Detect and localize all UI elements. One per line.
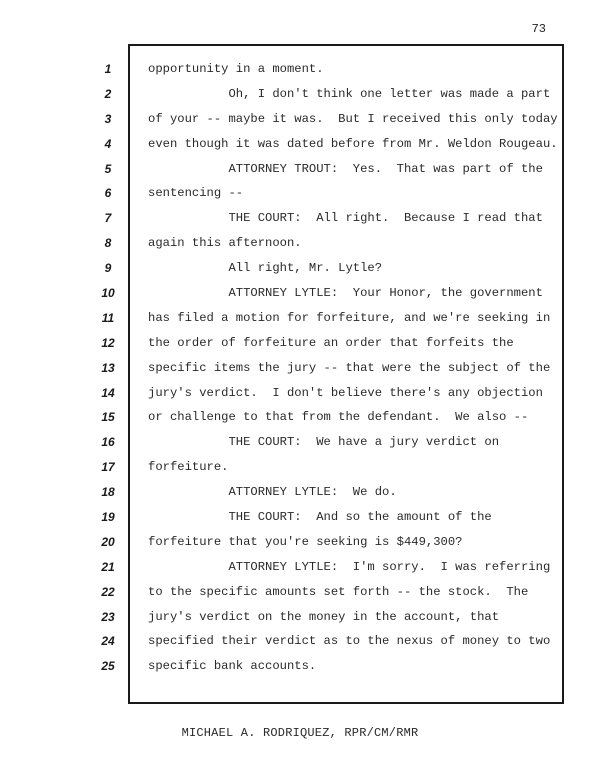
line-number: 11 — [101, 310, 115, 325]
line-number: 17 — [101, 460, 115, 475]
transcript-line — [0, 606, 600, 631]
transcript-line — [0, 531, 600, 556]
line-text: specified their verdict as to the nexus of money to two — [148, 634, 551, 649]
line-text: ATTORNEY LYTLE: I'm sorry. I was referring — [148, 559, 551, 574]
line-text: Oh, I don't think one letter was made a part — [148, 86, 551, 101]
line-number: 21 — [101, 559, 115, 574]
transcript-line — [0, 182, 600, 207]
line-number: 12 — [101, 335, 115, 350]
transcript-line — [0, 382, 600, 407]
line-text: jury's verdict. I don't believe there's any objection — [148, 385, 543, 400]
transcript-line — [0, 481, 600, 506]
transcript-line — [0, 332, 600, 357]
transcript-line — [0, 630, 600, 655]
transcript-line — [0, 431, 600, 456]
line-number: 3 — [104, 111, 112, 126]
transcript-line — [0, 406, 600, 431]
transcript-line — [0, 357, 600, 382]
line-text: sentencing -- — [148, 186, 244, 201]
line-number: 6 — [104, 186, 112, 201]
line-number: 22 — [101, 584, 115, 599]
transcript-line — [0, 257, 600, 282]
line-number: 2 — [104, 86, 112, 101]
transcript-line — [0, 133, 600, 158]
transcript-line — [0, 158, 600, 183]
line-text: ATTORNEY TROUT: Yes. That was part of the — [148, 161, 543, 176]
line-text: THE COURT: We have a jury verdict on — [148, 435, 500, 450]
line-number: 24 — [101, 634, 115, 649]
line-text: the order of forfeiture an order that forfeits the — [148, 335, 514, 350]
line-number: 19 — [101, 510, 115, 525]
line-text: specific bank accounts. — [148, 659, 317, 674]
transcript-line — [0, 108, 600, 133]
line-number: 16 — [101, 435, 115, 450]
line-number: 4 — [104, 136, 112, 151]
line-number: 14 — [101, 385, 115, 400]
transcript-line — [0, 456, 600, 481]
line-number: 1 — [104, 62, 112, 76]
line-text: to the specific amounts set forth -- the stock. The — [148, 584, 529, 599]
line-text: THE COURT: And so the amount of the — [148, 510, 492, 525]
line-number: 15 — [101, 410, 115, 425]
line-text: specific items the jury -- that were the subject of the — [148, 360, 551, 375]
transcript-line — [0, 655, 600, 680]
line-number: 10 — [101, 286, 115, 301]
line-number: 18 — [101, 485, 115, 500]
line-text: ATTORNEY LYTLE: Your Honor, the government — [148, 286, 543, 301]
transcript-line — [0, 207, 600, 232]
line-number: 7 — [104, 211, 112, 226]
transcript-line — [0, 307, 600, 332]
reporter-footer: MICHAEL A. RODRIQUEZ, RPR/CM/RMR — [181, 726, 419, 740]
line-number: 5 — [104, 161, 112, 176]
line-number: 13 — [101, 360, 115, 375]
line-text: again this afternoon. — [148, 236, 302, 251]
line-text: ATTORNEY LYTLE: We do. — [148, 485, 397, 500]
transcript-line — [0, 232, 600, 257]
line-text: of your -- maybe it was. But I received this only today — [148, 111, 558, 126]
line-text: forfeiture that you're seeking is $449,300? — [148, 534, 463, 549]
line-text: even though it was dated before from Mr. Weldon Rougeau. — [148, 136, 558, 151]
transcript-line — [0, 282, 600, 307]
line-text: or challenge to that from the defendant. We also -- — [148, 410, 529, 425]
line-number: 25 — [101, 659, 115, 674]
transcript-line — [0, 581, 600, 606]
transcript-line — [0, 83, 600, 108]
transcript-lines — [0, 58, 600, 680]
line-text: All right, Mr. Lytle? — [148, 261, 383, 276]
line-text: has filed a motion for forfeiture, and we're seeking in — [148, 310, 551, 325]
line-number: 20 — [101, 534, 115, 549]
line-text: opportunity in a moment. — [148, 62, 324, 76]
line-number: 9 — [104, 261, 112, 276]
line-number: 23 — [101, 609, 115, 624]
line-number: 8 — [104, 236, 112, 251]
line-text: THE COURT: All right. Because I read that — [148, 211, 543, 226]
page-number: 73 — [531, 22, 546, 36]
transcript-line — [0, 506, 600, 531]
transcript-line — [0, 556, 600, 581]
line-text: forfeiture. — [148, 460, 229, 475]
line-text: jury's verdict on the money in the account, that — [148, 609, 500, 624]
transcript-line — [0, 58, 600, 83]
